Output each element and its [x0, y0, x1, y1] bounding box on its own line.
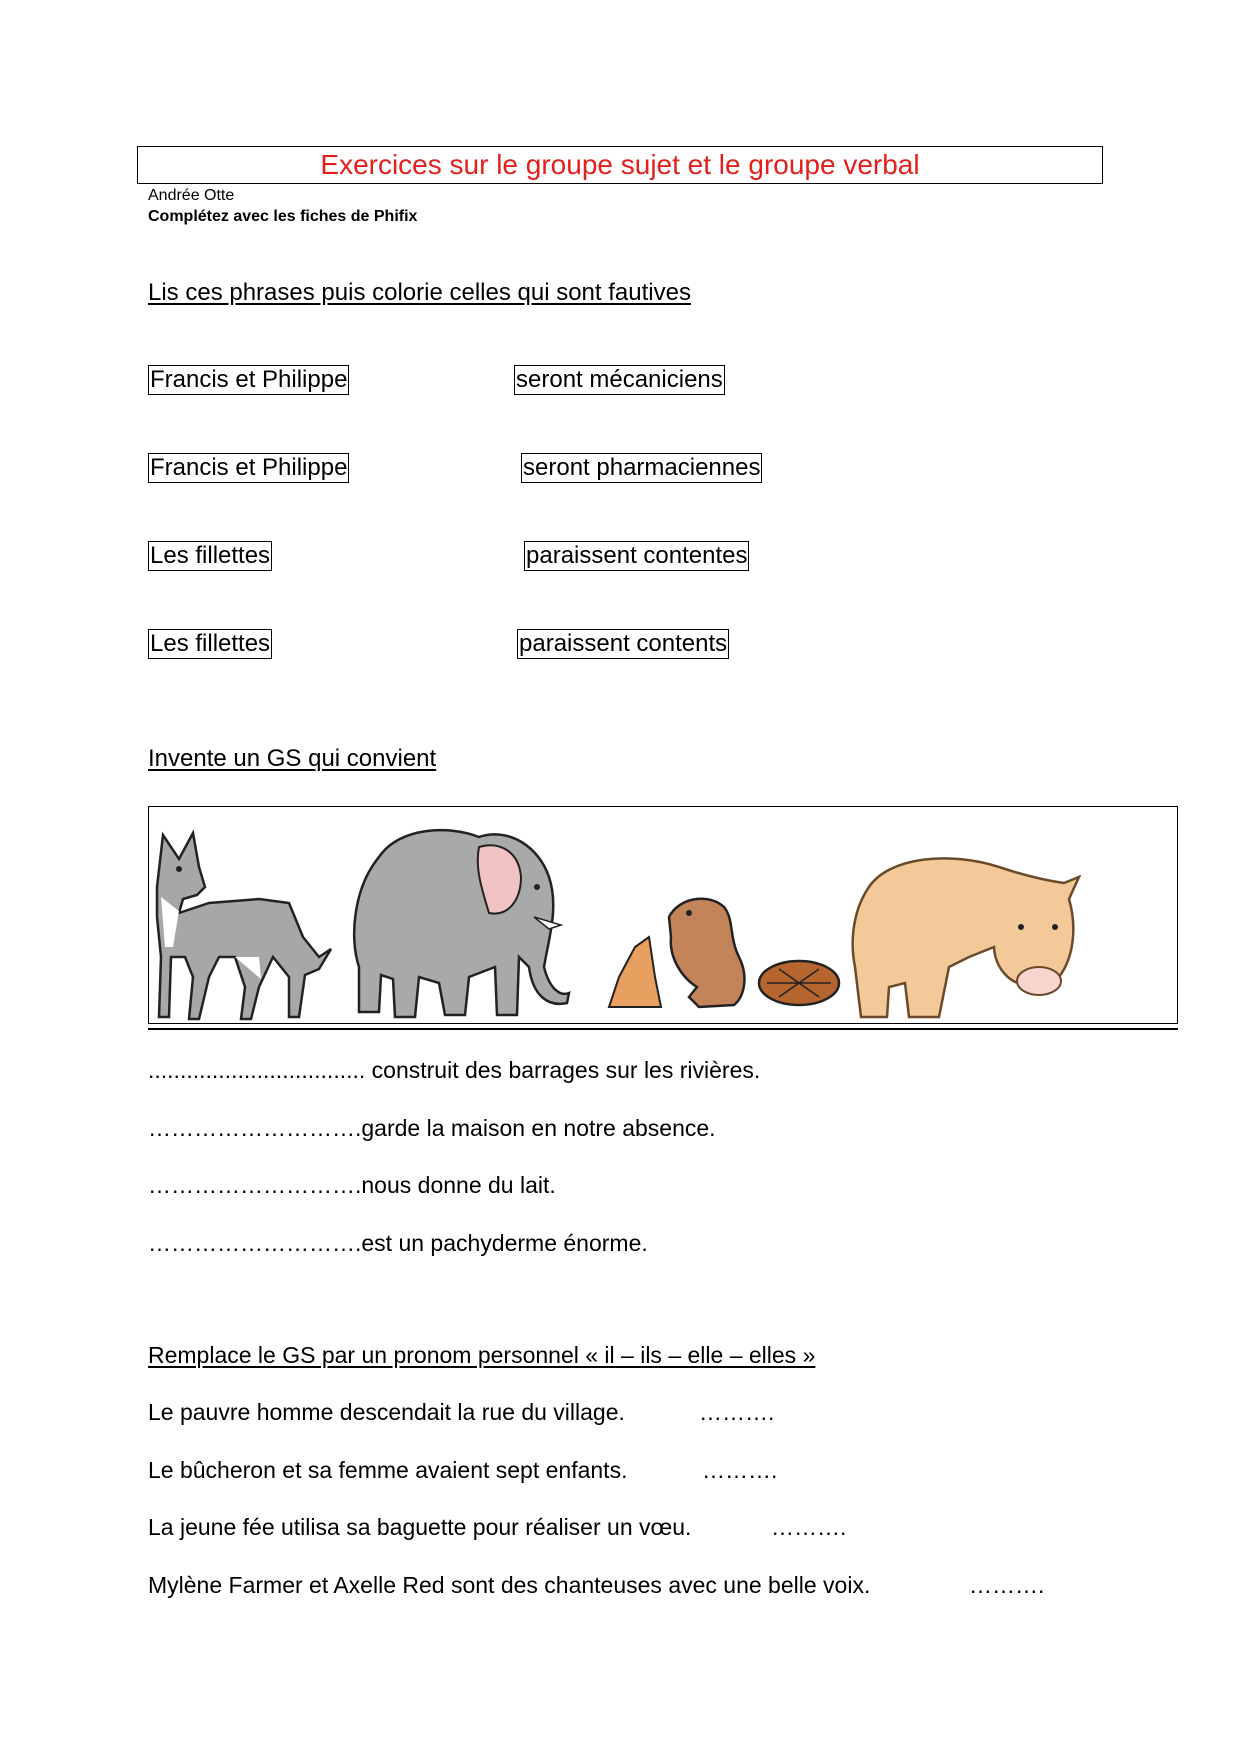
- ex3-line2-blank: ……….: [702, 1457, 778, 1483]
- ex2-line4: ……………………….est un pachyderme énorme.: [148, 1230, 648, 1256]
- cow-icon: [853, 858, 1079, 1017]
- ex1-row3-verb: paraissent contentes: [526, 542, 748, 569]
- elephant-icon: [354, 830, 569, 1017]
- ex3-line1-blank: ……….: [699, 1399, 775, 1425]
- instruction-note: Complétez avec les fiches de Phifix: [148, 208, 418, 225]
- ex2-line1: .................................. construit des barrages sur les rivières.: [148, 1057, 761, 1083]
- ex3-line2-sentence: Le bûcheron et sa femme avaient sept enfants.: [148, 1457, 628, 1483]
- ex1-row3-subject: Les fillettes: [150, 542, 271, 569]
- ex3-line3-blank: ……….: [771, 1514, 847, 1540]
- ex1-row2-verb: seront pharmaciennes: [523, 454, 761, 481]
- ex3-line2: [148, 1457, 778, 1484]
- ex1-row1-verb: seront mécaniciens: [516, 366, 723, 393]
- ex3-line4-blank: ……….: [969, 1572, 1045, 1598]
- wolf-icon: [157, 833, 331, 1019]
- ex3-line4: [148, 1572, 1045, 1599]
- animals-figure: [148, 806, 1178, 1024]
- ex2-line2: ……………………….garde la maison en notre absence.: [148, 1115, 716, 1141]
- ex3-line1: [148, 1399, 775, 1426]
- ex3-line3-sentence: La jeune fée utilisa sa baguette pour réaliser un vœu.: [148, 1514, 692, 1540]
- exercise1-heading: Lis ces phrases puis colorie celles qui sont fautives: [148, 279, 691, 306]
- beaver-icon: [609, 899, 839, 1007]
- ex1-row4-verb: paraissent contents: [519, 630, 728, 657]
- ex3-line3: [148, 1514, 847, 1541]
- ex3-line4-sentence: Mylène Farmer et Axelle Red sont des chanteuses avec une belle voix.: [148, 1572, 871, 1598]
- page-title: Exercices sur le groupe sujet et le groupe verbal: [137, 146, 1103, 184]
- ex1-row4-subject: Les fillettes: [150, 630, 271, 657]
- ex1-row1-subject: Francis et Philippe: [150, 366, 348, 393]
- ex2-line3: ……………………….nous donne du lait.: [148, 1172, 556, 1198]
- exercise2-heading: Invente un GS qui convient: [148, 745, 437, 772]
- figure-divider: [148, 1028, 1178, 1030]
- ex3-line1-sentence: Le pauvre homme descendait la rue du village.: [148, 1399, 625, 1425]
- exercise3-heading: Remplace le GS par un pronom personnel « il – ils – elle – elles »: [148, 1342, 816, 1368]
- ex1-row2-subject: Francis et Philippe: [150, 454, 348, 481]
- author: Andrée Otte: [148, 187, 235, 204]
